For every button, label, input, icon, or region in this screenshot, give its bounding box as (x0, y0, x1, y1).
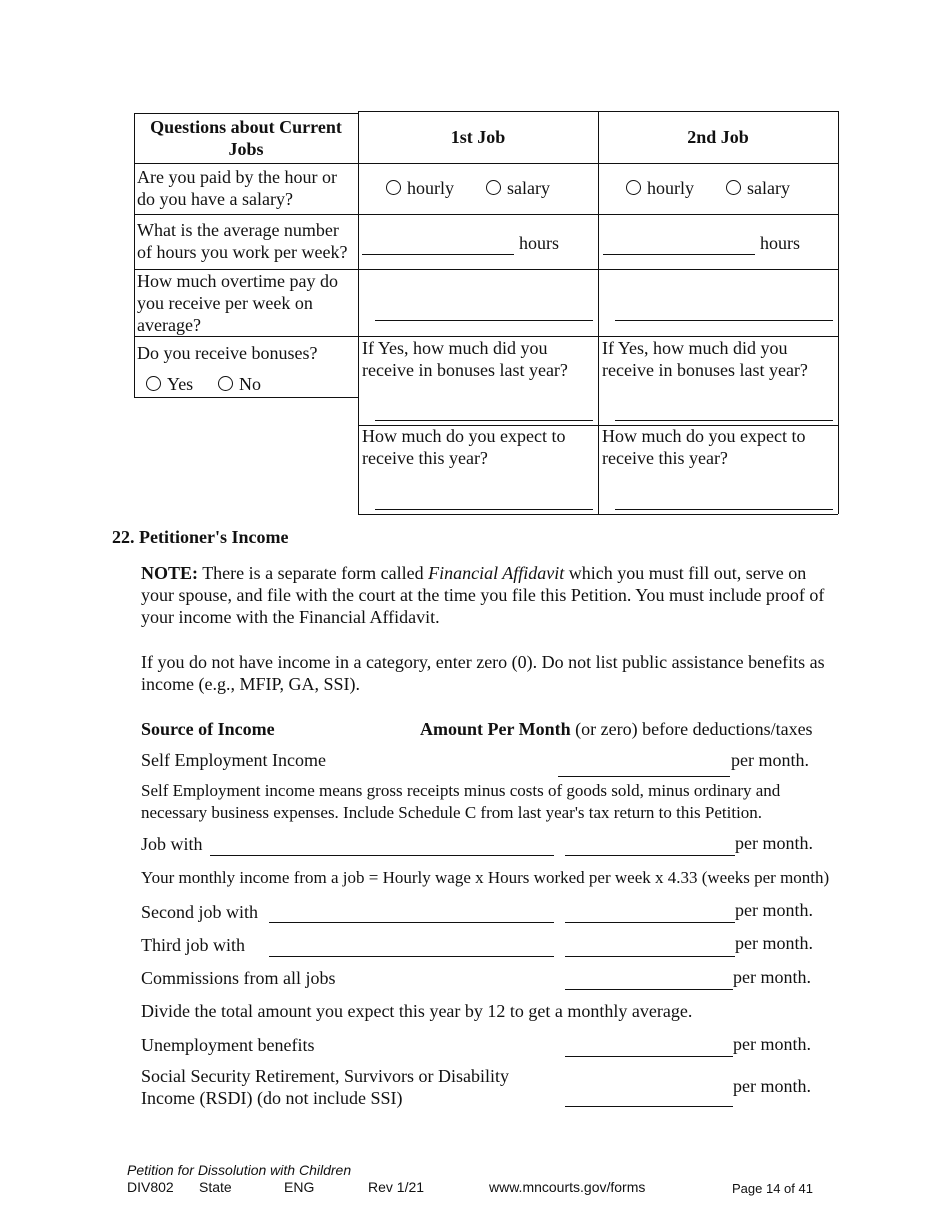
self-employment-line (558, 776, 730, 777)
divide-note: Divide the total amount you expect this year by 12 to get a monthly average. (141, 1001, 693, 1021)
commissions-line (565, 989, 733, 990)
radio-icon[interactable] (726, 180, 741, 195)
commissions-input[interactable] (567, 967, 731, 987)
job1-hours-line (362, 254, 514, 255)
per-month-label: per month. (735, 833, 813, 853)
job2-overtime-line (615, 320, 833, 321)
per-month-label: per month. (735, 933, 813, 953)
unemployment-label: Unemployment benefits (141, 1035, 315, 1055)
table-border (358, 214, 838, 215)
question-paid: Are you paid by the hour or do you have a salary? (137, 167, 337, 209)
bonuses-yes-option[interactable]: Yes (146, 373, 193, 395)
footer-url[interactable]: www.mncourts.gov/forms (489, 1179, 646, 1195)
job2-hours-unit: hours (760, 233, 800, 253)
rsdi-input[interactable] (567, 1084, 731, 1104)
per-month-label: per month. (733, 967, 811, 987)
second-job-employer-input[interactable] (271, 900, 552, 920)
job1-hours-unit: hours (519, 233, 559, 253)
section-title: Petitioner's Income (139, 527, 289, 547)
table-border (358, 111, 838, 112)
job2-hours-line (603, 254, 755, 255)
per-month-label: per month. (733, 1034, 811, 1054)
footer-state: State (199, 1179, 232, 1195)
job1-bonus-this-line (375, 509, 593, 510)
job2-bonus-this-input[interactable] (617, 487, 831, 507)
footer-form-code: DIV802 (127, 1179, 174, 1195)
footer-revision: Rev 1/21 (368, 1179, 425, 1195)
radio-icon[interactable] (386, 180, 401, 195)
job2-bonus-last-year-label: If Yes, how much did you receive in bonuses last year? (602, 338, 808, 380)
job2-bonus-this-year-label: How much do you expect to receive this year? (602, 426, 806, 468)
header-job2: 2nd Job (687, 127, 749, 147)
rsdi-label-line1: Social Security Retirement, Survivors or Disability (141, 1066, 509, 1086)
job1-salary-option[interactable]: salary (486, 177, 550, 199)
job1-hourly-option[interactable]: hourly (386, 177, 454, 199)
table-border (134, 214, 358, 215)
radio-icon[interactable] (218, 376, 233, 391)
table-border (134, 113, 135, 398)
job-with-label: Job with (141, 834, 203, 854)
third-job-amount-line (565, 956, 735, 957)
question-overtime: How much overtime pay do you receive per week on average? (137, 271, 338, 335)
job1-overtime-line (375, 320, 593, 321)
job1-hours-input[interactable] (364, 233, 512, 253)
question-hours: What is the average number of hours you work per week? (137, 220, 348, 262)
third-job-amount-input[interactable] (567, 934, 733, 954)
job2-overtime-input[interactable] (617, 298, 831, 318)
footer-form-title: Petition for Dissolution with Children (127, 1162, 352, 1178)
job2-bonus-last-line (615, 420, 833, 421)
job2-hourly-option[interactable]: hourly (626, 177, 694, 199)
header-questions: Questions about Current Jobs (150, 117, 342, 159)
table-border (358, 111, 359, 514)
job-employer-input[interactable] (212, 833, 552, 853)
header-job1: 1st Job (450, 127, 506, 147)
job-amount-line (565, 855, 735, 856)
job2-salary-option[interactable]: salary (726, 177, 790, 199)
rsdi-line (565, 1106, 733, 1107)
amount-column-header: Amount Per Month (or zero) before deductions/taxes (420, 719, 813, 739)
job1-overtime-input[interactable] (377, 298, 591, 318)
source-column-header: Source of Income (141, 719, 275, 739)
note-text-post: which you must fill out, serve on your spouse, and file with the court at the time you file this Petition. You must include proof of your income with the Financial Affidavit. (141, 563, 825, 627)
per-month-label: per month. (731, 750, 809, 770)
per-month-label: per month. (735, 900, 813, 920)
note-paragraph (141, 562, 841, 628)
job1-bonus-last-line (375, 420, 593, 421)
self-employment-label: Self Employment Income (141, 750, 326, 770)
table-border (598, 111, 599, 514)
job-employer-line (210, 855, 554, 856)
note-label: NOTE: (141, 563, 199, 583)
commissions-label: Commissions from all jobs (141, 968, 336, 988)
second-job-label: Second job with (141, 902, 258, 922)
table-border (358, 514, 838, 515)
job1-bonus-last-input[interactable] (377, 398, 591, 418)
radio-icon[interactable] (486, 180, 501, 195)
bonuses-no-option[interactable]: No (218, 373, 261, 395)
table-border (134, 113, 358, 114)
job2-bonus-this-line (615, 509, 833, 510)
job2-bonus-last-input[interactable] (617, 398, 831, 418)
note-text-pre: There is a separate form called (198, 563, 429, 583)
job2-hours-input[interactable] (605, 233, 753, 253)
section-heading (112, 526, 288, 548)
second-job-employer-line (269, 922, 554, 923)
job1-bonus-this-input[interactable] (377, 487, 591, 507)
footer-language: ENG (284, 1179, 315, 1195)
third-job-employer-line (269, 956, 554, 957)
table-border (134, 163, 358, 164)
job1-bonus-last-year-label: If Yes, how much did you receive in bonuses last year? (362, 338, 568, 380)
job-amount-input[interactable] (567, 833, 733, 853)
job1-bonus-this-year-label: How much do you expect to receive this year? (362, 426, 566, 468)
second-job-amount-input[interactable] (567, 900, 733, 920)
table-border (358, 163, 838, 164)
table-border (358, 269, 838, 270)
self-employment-note: Self Employment income means gross receipts minus costs of goods sold, minus ordinary and necessary business expenses. Include Schedule C from last year's tax return to this Petition. (141, 781, 781, 822)
radio-icon[interactable] (626, 180, 641, 195)
radio-icon[interactable] (146, 376, 161, 391)
question-bonuses: Do you receive bonuses? (137, 343, 318, 363)
rsdi-label-line2: Income (RSDI) (do not include SSI) (141, 1088, 403, 1108)
per-month-label: per month. (733, 1076, 811, 1096)
second-job-amount-line (565, 922, 735, 923)
table-border (134, 336, 358, 337)
footer-page-number: Page 14 of 41 (732, 1181, 813, 1196)
section-number: 22. (112, 527, 135, 547)
third-job-label: Third job with (141, 935, 245, 955)
third-job-employer-input[interactable] (271, 934, 552, 954)
zero-note: If you do not have income in a category, enter zero (0). Do not list public assistance benefits as income (e.g., MFIP, GA, SSI). (141, 652, 825, 694)
self-employment-input[interactable] (560, 754, 728, 774)
unemployment-line (565, 1056, 733, 1057)
table-border (134, 397, 358, 398)
job-income-formula: Your monthly income from a job = Hourly wage x Hours worked per week x 4.33 (weeks per month) (141, 868, 830, 887)
financial-affidavit-title: Financial Affidavit (428, 563, 565, 583)
table-border (838, 111, 839, 514)
unemployment-input[interactable] (567, 1034, 731, 1054)
